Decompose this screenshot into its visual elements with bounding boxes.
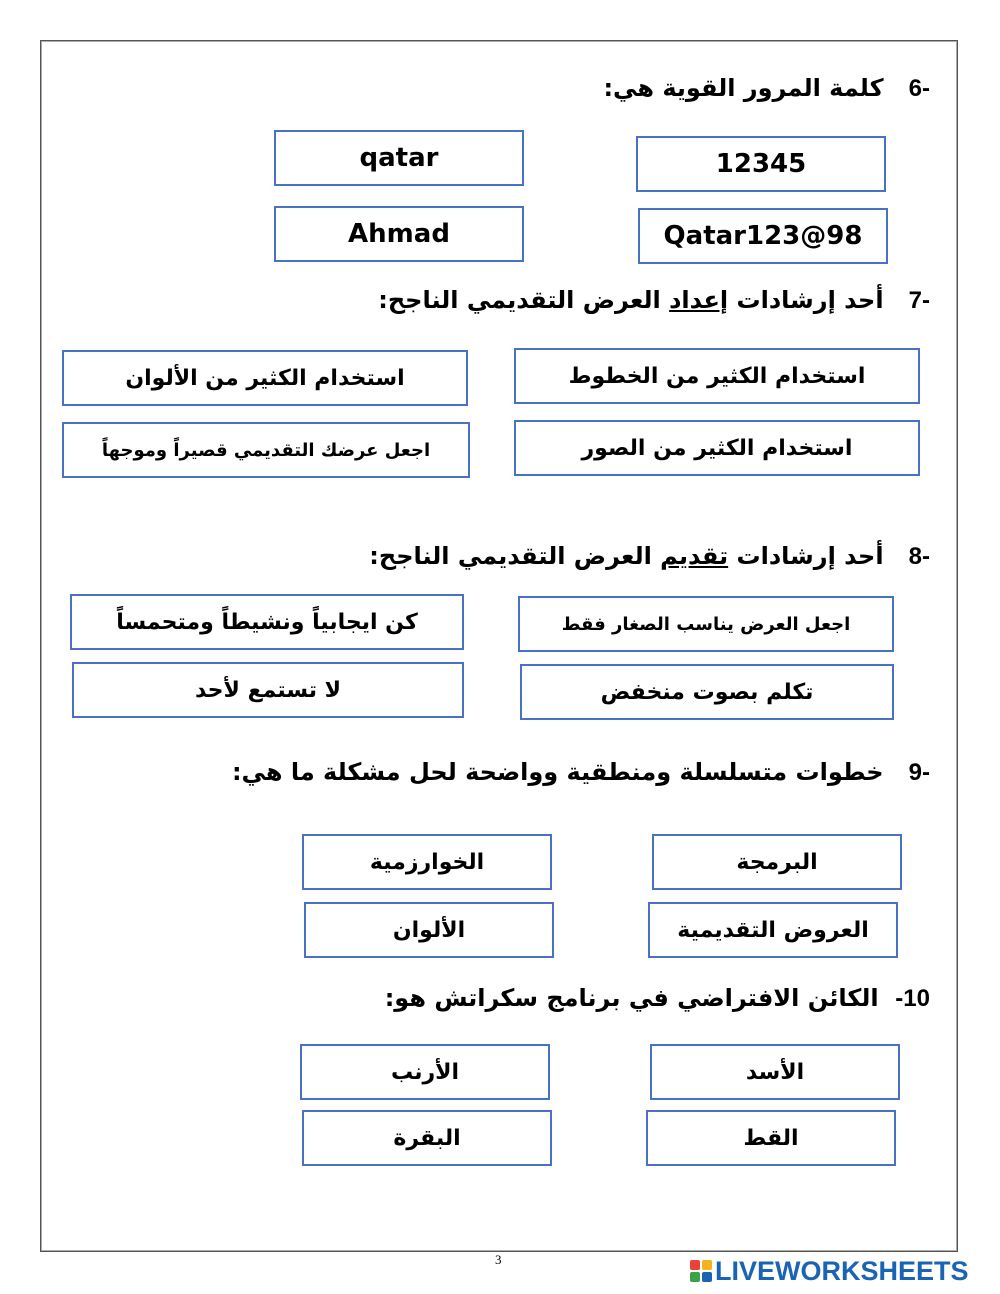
option-box[interactable]: 12345 — [636, 136, 886, 192]
question-10 — [385, 984, 930, 1013]
page-number: 3 — [495, 1252, 502, 1267]
option-box[interactable]: البرمجة — [652, 834, 902, 890]
option-box[interactable]: Qatar123@98 — [638, 208, 888, 264]
question-text: خطوات متسلسلة ومنطقية وواضحة لحل مشكلة ما هي: — [231, 758, 884, 786]
option-box[interactable]: qatar — [274, 130, 524, 186]
question-number: -8 — [908, 543, 930, 570]
question-8 — [369, 542, 930, 571]
question-9 — [232, 758, 930, 787]
question-text-after: العرض التقديمي الناجح: — [378, 286, 670, 314]
option-box[interactable]: القط — [646, 1110, 896, 1166]
option-box[interactable]: استخدام الكثير من الخطوط — [514, 348, 920, 404]
question-number: -9 — [908, 759, 930, 786]
question-text-before: أحد إرشادات — [728, 542, 884, 570]
question-text-underlined: إعداد — [669, 286, 729, 314]
option-box[interactable]: استخدام الكثير من الألوان — [62, 350, 468, 406]
question-text-before: أحد إرشادات — [728, 286, 884, 314]
question-number: -6 — [908, 75, 930, 102]
option-box[interactable]: Ahmad — [274, 206, 524, 262]
logo-text: LIVEWORKSHEETS — [715, 1255, 969, 1286]
option-box[interactable]: الخوارزمية — [302, 834, 552, 890]
option-box[interactable]: العروض التقديمية — [648, 902, 898, 958]
question-number: -7 — [908, 287, 930, 314]
option-box[interactable]: اجعل العرض يناسب الصغار فقط — [518, 596, 894, 652]
question-text-underlined: تقديم — [660, 542, 729, 570]
option-box[interactable]: استخدام الكثير من الصور — [514, 420, 920, 476]
option-box[interactable]: تكلم بصوت منخفض — [520, 664, 894, 720]
question-7 — [378, 286, 930, 315]
option-box[interactable]: الأسد — [650, 1044, 900, 1100]
question-text-after: العرض التقديمي الناجح: — [369, 542, 661, 570]
question-text: كلمة المرور القوية هي: — [603, 74, 884, 102]
question-text: الكائن الافتراضي في برنامج سكراتش هو: — [384, 984, 879, 1012]
option-box[interactable]: اجعل عرضك التقديمي قصيراً وموجهاً — [62, 422, 470, 478]
option-box[interactable]: الألوان — [304, 902, 554, 958]
question-number: 10- — [895, 985, 930, 1012]
option-box[interactable]: كن ايجابياً ونشيطاً ومتحمساً — [70, 594, 464, 650]
option-box[interactable]: لا تستمع لأحد — [72, 662, 464, 718]
question-6 — [603, 74, 930, 103]
liveworksheets-logo[interactable] — [690, 1256, 969, 1286]
option-box[interactable]: البقرة — [302, 1110, 552, 1166]
logo-grid-icon — [690, 1260, 712, 1282]
option-box[interactable]: الأرنب — [300, 1044, 550, 1100]
